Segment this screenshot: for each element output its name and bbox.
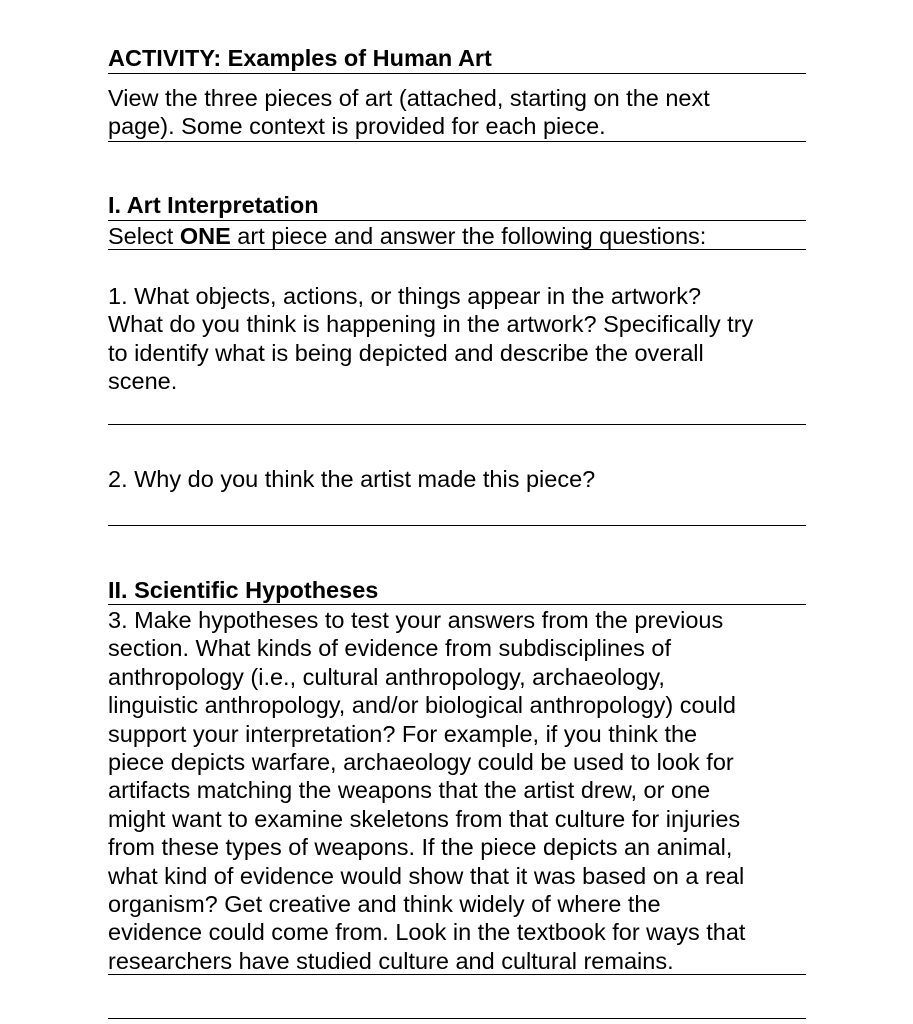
section-1-heading-underline <box>108 220 806 221</box>
question-2-text: 2. Why do you think the artist made this piece? <box>108 466 596 492</box>
instruction-text-post: art piece and answer the following questions: <box>230 223 707 249</box>
section-1-heading-block <box>108 191 806 219</box>
question-3 <box>108 606 806 975</box>
question-1-line: What do you think is happening in the artwork? Specifically try <box>108 311 754 338</box>
section-2-heading-underline <box>108 604 806 605</box>
question-1-line: 1. What objects, actions, or things appear in the artwork? <box>108 283 702 309</box>
question-3-line: linguistic anthropology, and/or biological anthropology) could <box>108 692 736 719</box>
question-1-line: to identify what is being depicted and describe the overall <box>108 339 704 366</box>
instruction-emphasis: ONE <box>179 223 231 249</box>
section-1-instruction <box>108 222 806 250</box>
title-underline <box>108 73 806 74</box>
section-2-heading: II. Scientific Hypotheses <box>108 577 379 603</box>
activity-title: ACTIVITY: Examples of Human Art <box>108 45 492 71</box>
question-1 <box>108 282 806 396</box>
answer-line-3 <box>108 1018 806 1019</box>
section-2-heading-block <box>108 576 806 604</box>
question-3-line: anthropology (i.e., cultural anthropology, archaeology, <box>108 663 665 690</box>
question-3-line: what kind of evidence would show that it was based on a real <box>108 862 745 889</box>
intro-line: View the three pieces of art (attached, starting on the next <box>108 85 710 111</box>
instruction-underline <box>108 249 806 250</box>
question-1-line: scene. <box>108 368 178 395</box>
question-3-underline <box>108 974 806 975</box>
answer-line-1 <box>108 424 806 425</box>
question-3-line: 3. Make hypotheses to test your answers from the previous <box>108 607 724 633</box>
question-3-line: researchers have studied culture and cultural remains. <box>108 947 674 974</box>
question-3-line: section. What kinds of evidence from subdisciplines of <box>108 635 671 662</box>
instruction-text-pre: Select <box>108 223 180 249</box>
question-2 <box>108 465 806 493</box>
question-3-line: organism? Get creative and think widely of where the <box>108 891 661 918</box>
question-3-line: from these types of weapons. If the piece depicts an animal, <box>108 834 733 861</box>
intro-underline <box>108 141 806 142</box>
question-3-line: might want to examine skeletons from that culture for injuries <box>108 805 741 832</box>
answer-line-2 <box>108 525 806 526</box>
question-3-line: support your interpretation? For example, if you think the <box>108 720 698 747</box>
activity-intro <box>108 84 806 141</box>
question-3-line: artifacts matching the weapons that the artist drew, or one <box>108 777 711 804</box>
intro-line: page). Some context is provided for each piece. <box>108 113 606 140</box>
activity-title-block <box>108 44 806 72</box>
section-1-heading: I. Art Interpretation <box>108 192 319 218</box>
question-3-line: evidence could come from. Look in the textbook for ways that <box>108 919 746 946</box>
question-3-line: piece depicts warfare, archaeology could be used to look for <box>108 749 734 776</box>
